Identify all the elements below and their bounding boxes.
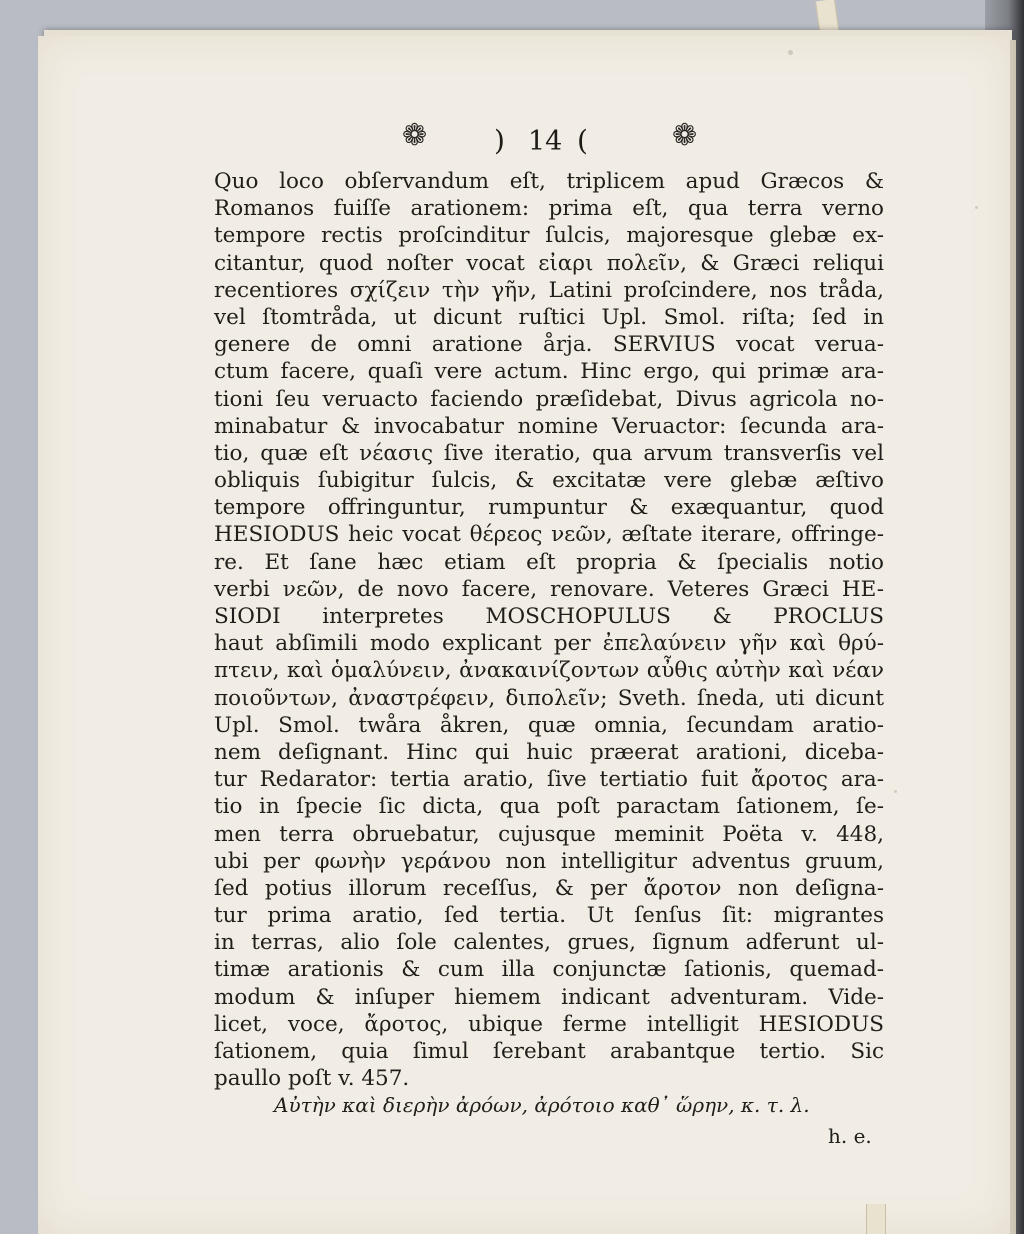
- text-line: minabatur & invocabatur nomine Veruactor: ſecunda ara-: [214, 413, 884, 439]
- paper-speck: [788, 50, 793, 55]
- text-line: haut abſimili modo explicant per ἐπελαύνειν γῆν καὶ θρύ-: [214, 631, 884, 657]
- text-line: vel ſtomtråda, ut dicunt ruſtici Upl. Smol. riſta; ſed in: [214, 304, 884, 330]
- greek-quotation: Αὐτὴν καὶ διερὴν ἀρόων, ἀρότοιο καθ᾽ ὥρην, κ. τ. λ.: [274, 1093, 810, 1117]
- printer-ornament-icon: ❁: [402, 118, 428, 153]
- text-line: modum & inſuper hiemem indicant adventuram. Vide-: [214, 984, 884, 1010]
- header-paren-left: ): [494, 124, 505, 157]
- text-line: recentiores σχίζειν τὴν γῆν, Latini proſcindere, nos tråda,: [214, 277, 884, 303]
- text-line: citantur, quod noſter vocat εἰαρι πολεῖν, & Græci reliqui: [214, 250, 884, 276]
- text-line: Upl. Smol. twåra åkren, quæ omnia, ſecundam aratio-: [214, 712, 884, 738]
- text-line: ubi per φωνὴν γεράνου non intelligitur adventus gruum,: [214, 848, 884, 874]
- printer-ornament-icon: ❁: [672, 118, 698, 153]
- text-line: HESIODUS heic vocat θέρεος νεῶν, æſtate iterare, offringe-: [214, 522, 884, 548]
- paper-bookmark-strip-bottom: [866, 1204, 886, 1234]
- text-line: tur Redarator: tertia aratio, ſive tertiatio fuit ἄροτος ara-: [214, 767, 884, 793]
- text-line: Romanos fuiſſe arationem: prima eſt, qua terra verno: [214, 196, 884, 222]
- text-line: ctum facere, quaſi vere actum. Hinc ergo, qui primæ ara-: [214, 359, 884, 385]
- paper-speck: [894, 790, 897, 793]
- text-line: licet, voce, ἄροτος, ubique ferme intelligit HESIODUS: [214, 1011, 884, 1037]
- text-line: in terras, alio ſole calentes, grues, ſignum adferunt ul-: [214, 930, 884, 956]
- text-line: πτειν, καὶ ὁμαλύνειν, ἀνακαινίζοντων αὖθις αὐτὴν καὶ νέαν: [214, 658, 884, 684]
- paper-speck: [975, 206, 978, 209]
- text-line: re. Et ſane hæc etiam eſt propria & ſpecialis notio: [214, 549, 884, 575]
- catchword: h. e.: [828, 1124, 872, 1148]
- text-line: tempore offringuntur, rumpuntur & exæquantur, quod: [214, 495, 884, 521]
- header-paren-right: (: [577, 124, 588, 157]
- text-line: ποιοῦντων, ἀναστρέφειν, διπολεῖν; Sveth. ſneda, uti dicunt: [214, 685, 884, 711]
- text-line: tio in ſpecie ſic dicta, qua poſt paractam ſationem, ſe-: [214, 794, 884, 820]
- text-line: verbi νεῶν, de novo facere, renovare. Veteres Græci HE-: [214, 576, 884, 602]
- text-line: tempore rectis proſcinditur ſulcis, majoresque glebæ ex-: [214, 223, 884, 249]
- text-line: paullo poſt v. 457.: [214, 1066, 410, 1092]
- text-line: men terra obruebatur, cujusque meminit Poëta v. 448,: [214, 821, 884, 847]
- text-line: SIODI interpretes MOSCHOPULUS & PROCLUS: [214, 604, 884, 629]
- page-number: 14: [528, 126, 563, 157]
- text-line: timæ arationis & cum illa conjunctæ ſationis, quemad-: [214, 957, 884, 983]
- text-line: genere de omni aratione årja. SERVIUS vocat verua-: [214, 332, 884, 358]
- text-line: ſationem, quia ſimul ſerebant arabantque tertio. Sic: [214, 1039, 884, 1064]
- text-line: tioni ſeu veruacto faciendo præſidebat, Divus agricola no-: [214, 386, 884, 412]
- text-line: nem deſignant. Hinc qui huic præerat arationi, diceba-: [214, 739, 884, 765]
- text-line: ſed potius illorum receſſus, & per ἄροτον non deſigna-: [214, 875, 884, 901]
- text-line: tur prima aratio, ſed tertia. Ut ſenſus ſit: migrantes: [214, 903, 884, 929]
- body-text: [214, 168, 884, 1092]
- text-line: tio, quæ eſt νέασις ſive iteratio, qua arvum transverſis vel: [214, 440, 884, 466]
- text-line: obliquis ſubigitur ſulcis, & excitatæ vere glebæ æſtivo: [214, 468, 884, 494]
- text-line: Quo loco obſervandum eſt, triplicem apud Græcos &: [214, 169, 884, 194]
